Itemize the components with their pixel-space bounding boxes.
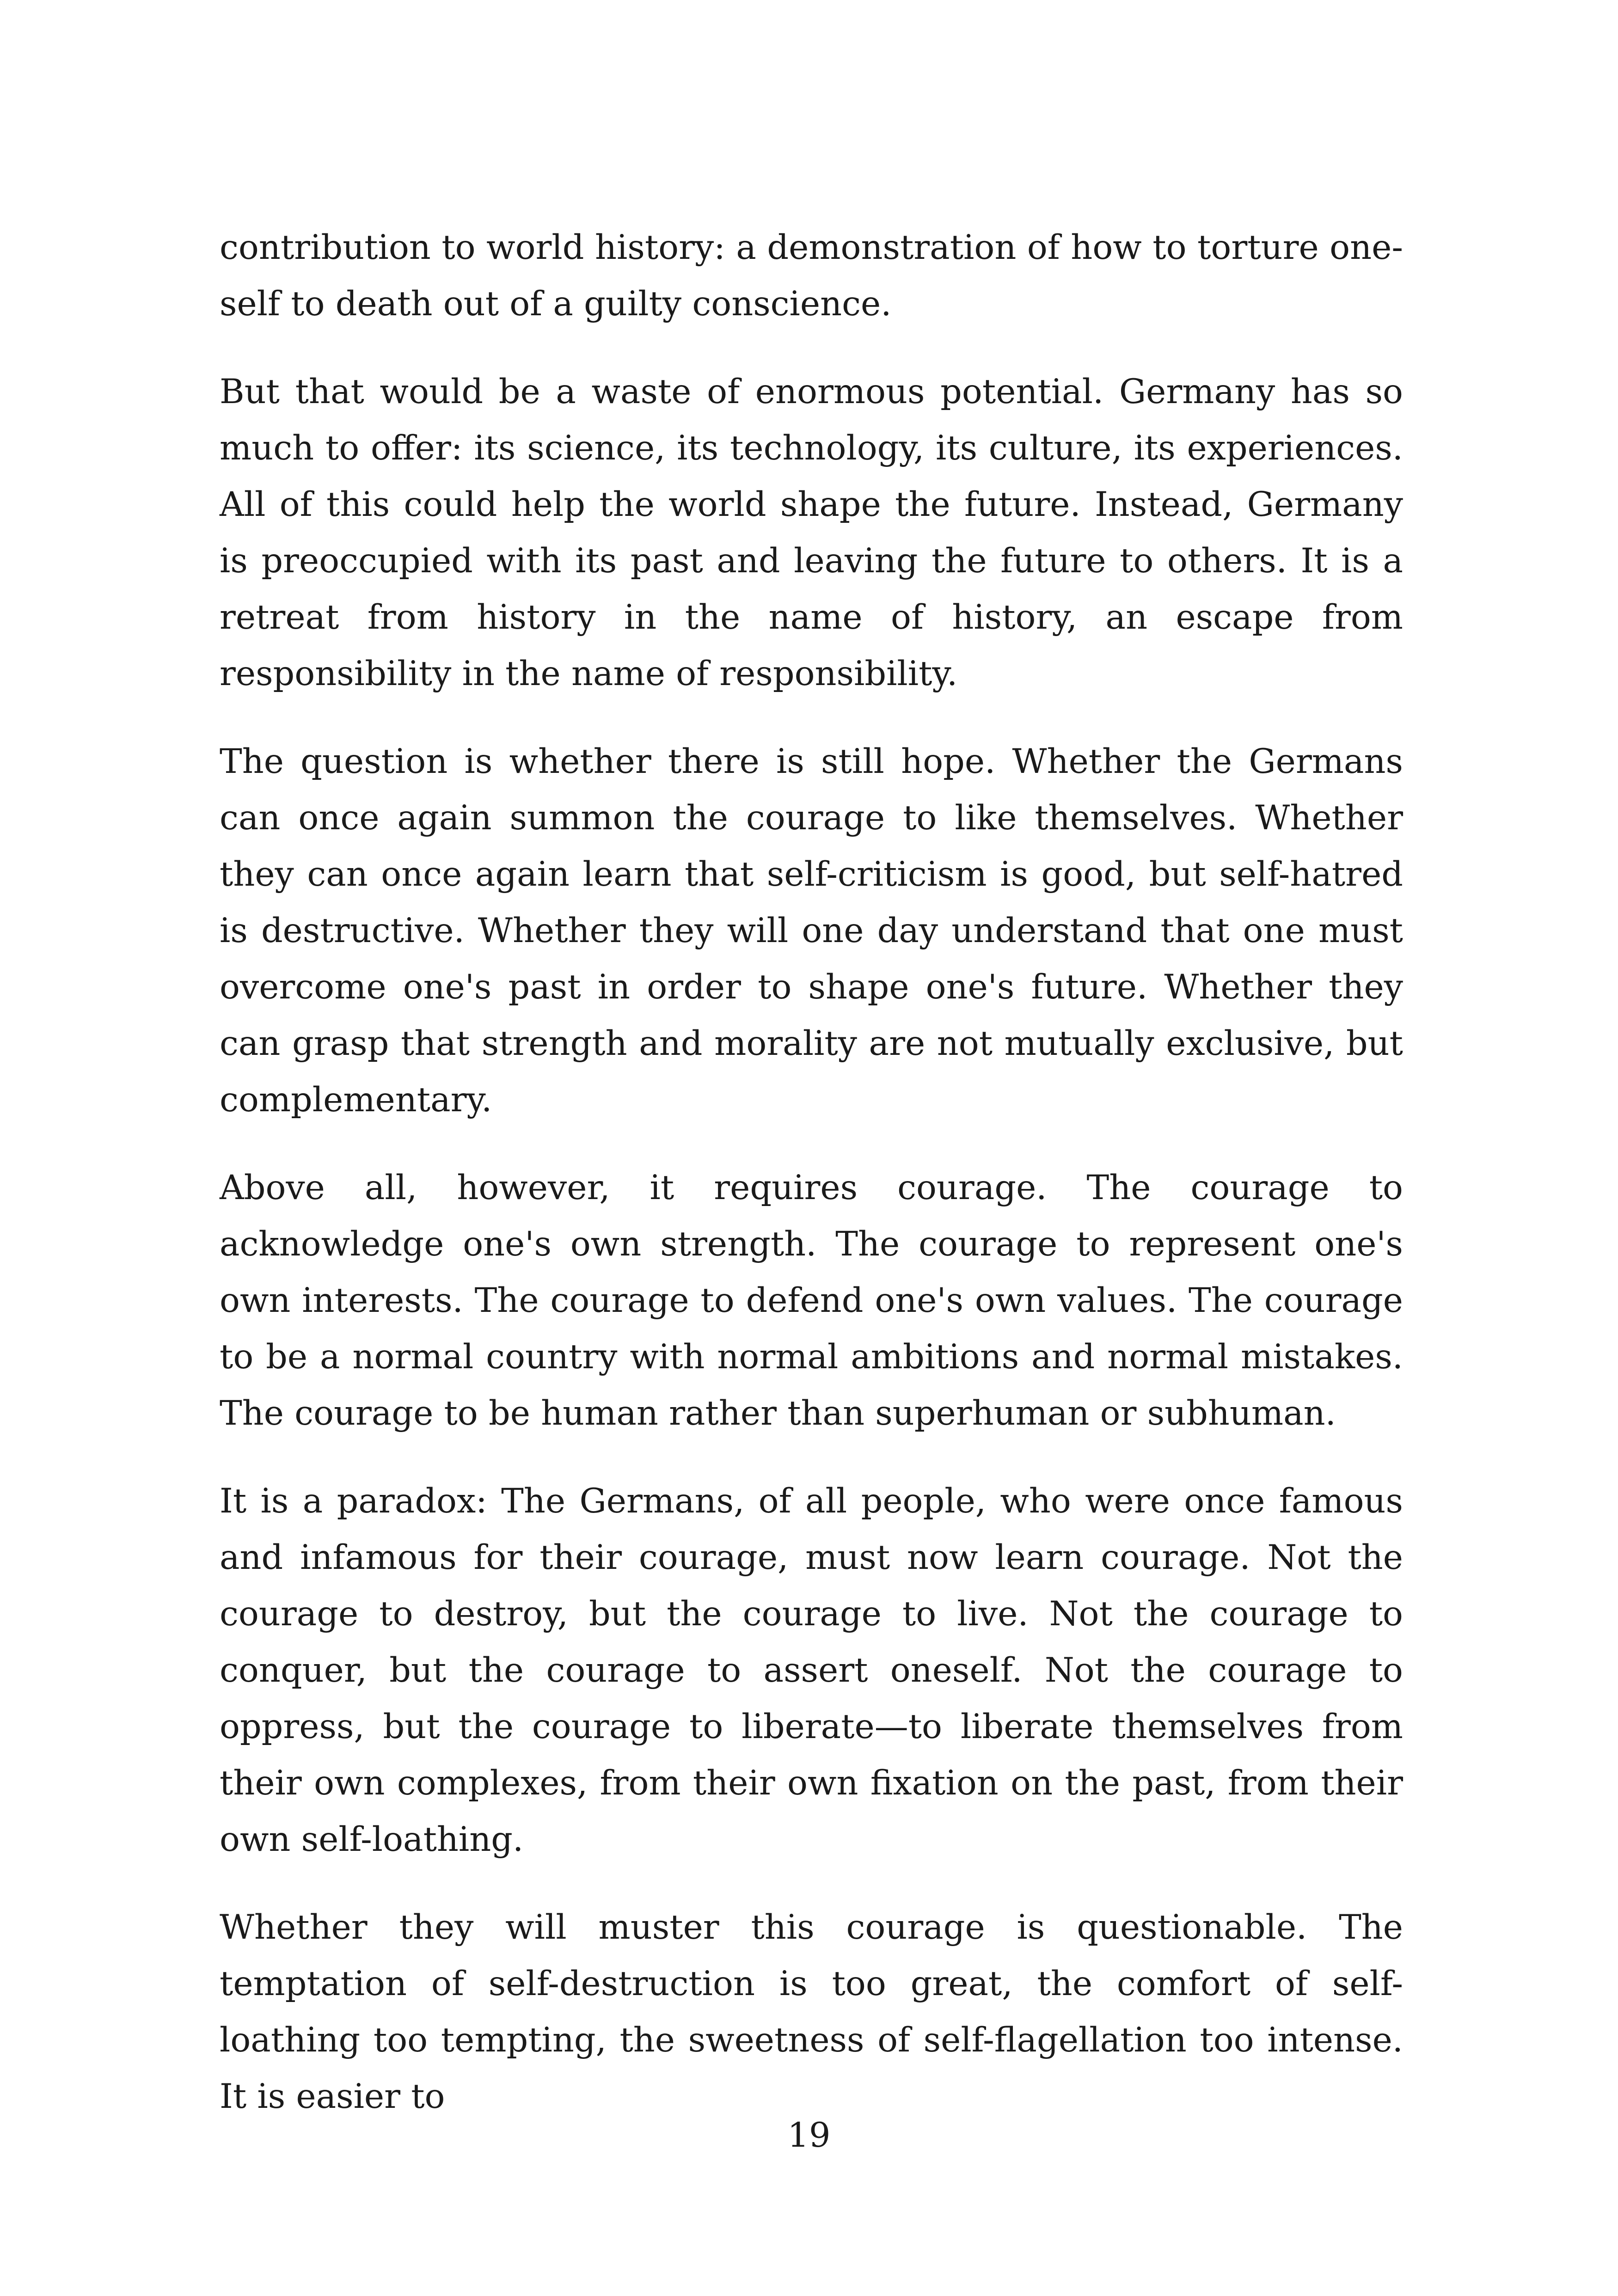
body-text — [220, 220, 1403, 2156]
paragraph: The question is whether there is still hope. Whether the Germans can once again summon the courage to like themselves. Whether they can once again learn that self-criticism is good, but self-hatred is destructive. Whether they will one day understand that one must overcome one's past in order to shape one's future. Whether they can grasp that strength and morality are not mutually exclusive, but complementary. — [220, 742, 1403, 1120]
paragraph: Above all, however, it requires courage. The courage to acknowledge one's own strength. The courage to represent one's own interests. The courage to defend one's own values. The courage to be a normal country with normal ambitions and normal mistakes. The courage to be human rather than superhuman or subhuman. — [220, 1168, 1403, 1433]
paragraph: It is a paradox: The Germans, of all people, who were once famous and infamous for their courage, must now learn courage. Not the courage to destroy, but the courage to live. Not the courage to conquer, but the courage to assert oneself. Not the courage to oppress, but the courage to liberate—to liberate themselves from their own complexes, from their own fixation on the past, from their own self-loathing. — [220, 1482, 1403, 1859]
page-number: 19 — [787, 2116, 831, 2155]
paragraph: But that would be a waste of enormous potential. Germany has so much to offer: its science, its technology, its culture, its experiences. All of this could help the world shape the future. Instead, Germany is preoccupied with its past and leaving the future to others. It is a retreat from history in the name of history, an escape from responsibility in the name of responsibility. — [220, 372, 1403, 693]
paragraph: Whether they will muster this courage is questionable. The temptation of self-destruction is too great, the comfort of self-loathing too tempting, the sweetness of self-flagellation too intense. It is easier to — [220, 1908, 1403, 2116]
paragraph: contribution to world history: a demonstration of how to torture one-self to death out of a guilty conscience. — [220, 228, 1403, 324]
